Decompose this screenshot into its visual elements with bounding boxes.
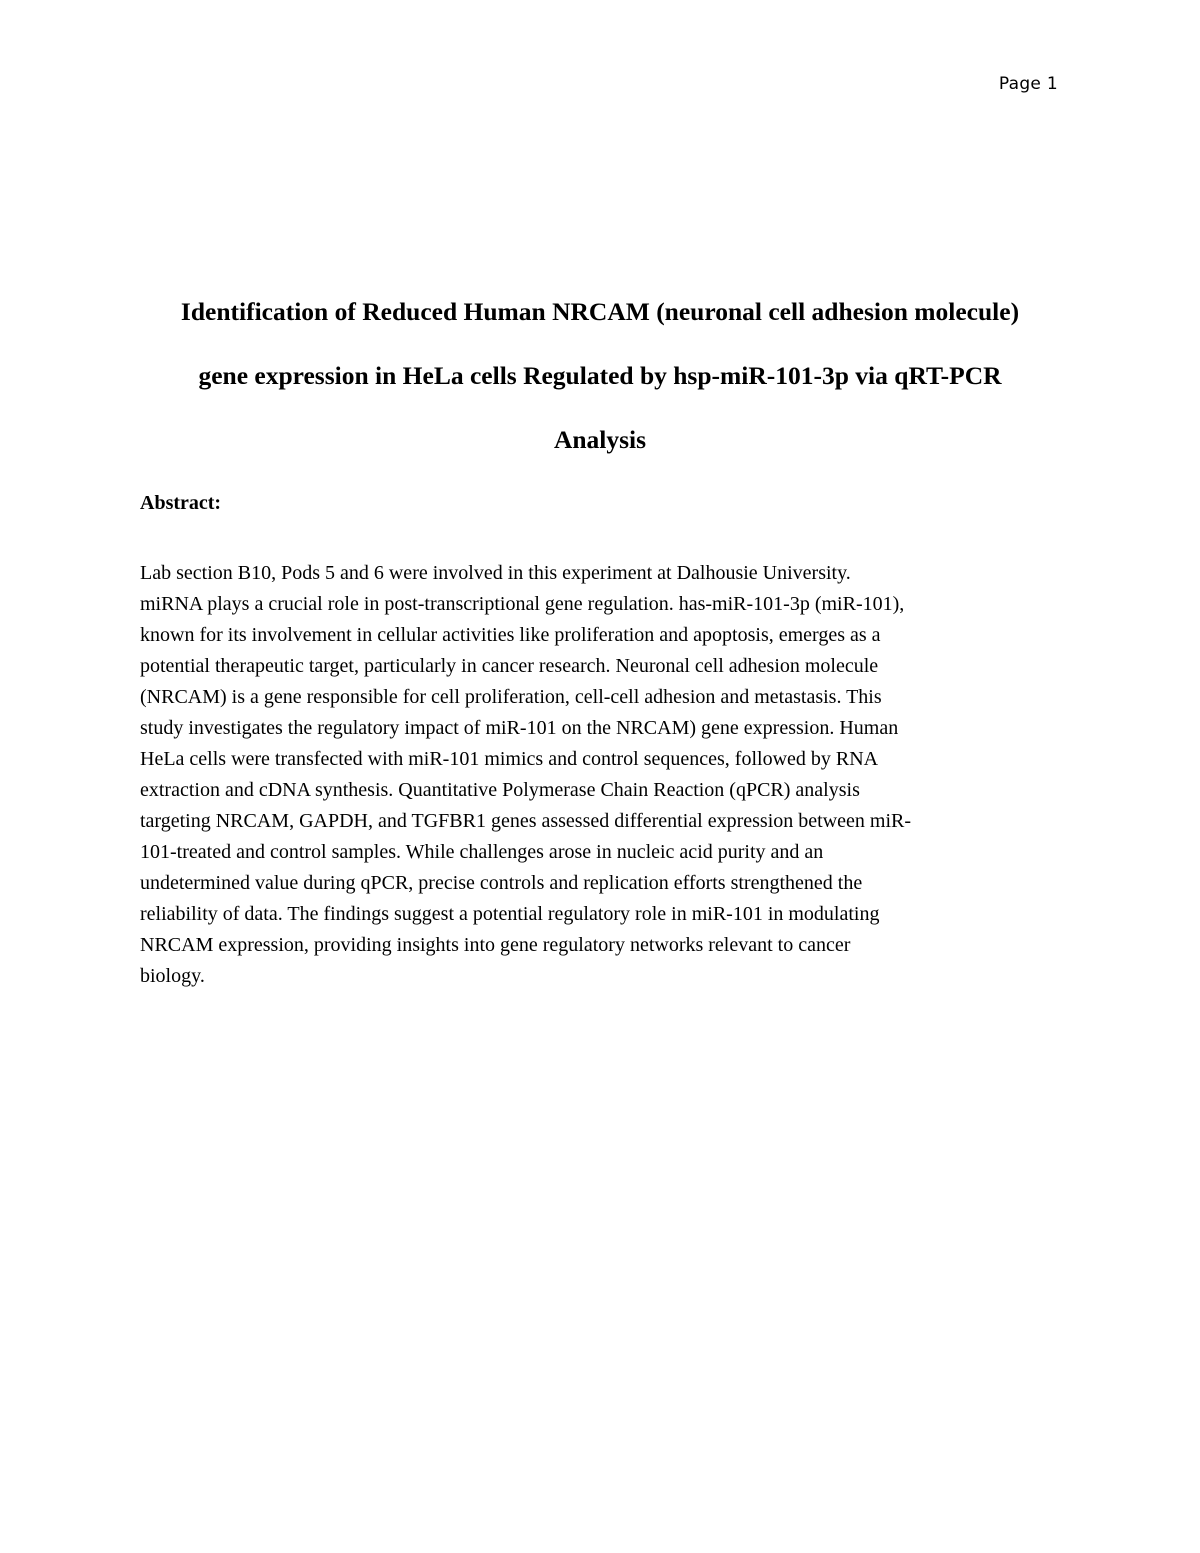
document-title <box>120 280 1080 472</box>
abstract-line: targeting NRCAM, GAPDH, and TGFBR1 genes assessed differential expression between miR- <box>140 810 912 832</box>
abstract-line: 101-treated and control samples. While challenges arose in nucleic acid purity and an <box>140 841 824 863</box>
abstract-heading: Abstract: <box>140 492 222 514</box>
page-number: Page 1 <box>998 74 1058 94</box>
abstract-line: (NRCAM) is a gene responsible for cell proliferation, cell-cell adhesion and metastasis. This <box>140 686 882 708</box>
abstract-paragraph <box>140 558 911 992</box>
abstract-line: undetermined value during qPCR, precise controls and replication efforts strengthened the <box>140 872 863 894</box>
abstract-line: biology. <box>140 965 205 987</box>
abstract-line: NRCAM expression, providing insights into gene regulatory networks relevant to cancer <box>140 934 851 956</box>
title-line: Identification of Reduced Human NRCAM (neuronal cell adhesion molecule) <box>180 297 1020 326</box>
abstract-line: known for its involvement in cellular activities like proliferation and apoptosis, emerges as a <box>140 624 881 646</box>
abstract-line: reliability of data. The findings suggest a potential regulatory role in miR-101 in modulating <box>140 903 880 925</box>
title-line: Analysis <box>553 425 647 454</box>
abstract-line: miRNA plays a crucial role in post-transcriptional gene regulation. has-miR-101-3p (miR-101), <box>140 593 905 615</box>
abstract-line: potential therapeutic target, particularly in cancer research. Neuronal cell adhesion molecule <box>140 655 879 677</box>
title-line: gene expression in HeLa cells Regulated by hsp-miR-101-3p via qRT-PCR <box>198 361 1002 390</box>
abstract-line: extraction and cDNA synthesis. Quantitative Polymerase Chain Reaction (qPCR) analysis <box>140 779 860 801</box>
abstract-line: Lab section B10, Pods 5 and 6 were involved in this experiment at Dalhousie University. <box>140 562 851 584</box>
abstract-line: study investigates the regulatory impact of miR-101 on the NRCAM) gene expression. Human <box>140 717 899 739</box>
abstract-line: HeLa cells were transfected with miR-101 mimics and control sequences, followed by RNA <box>140 748 879 770</box>
